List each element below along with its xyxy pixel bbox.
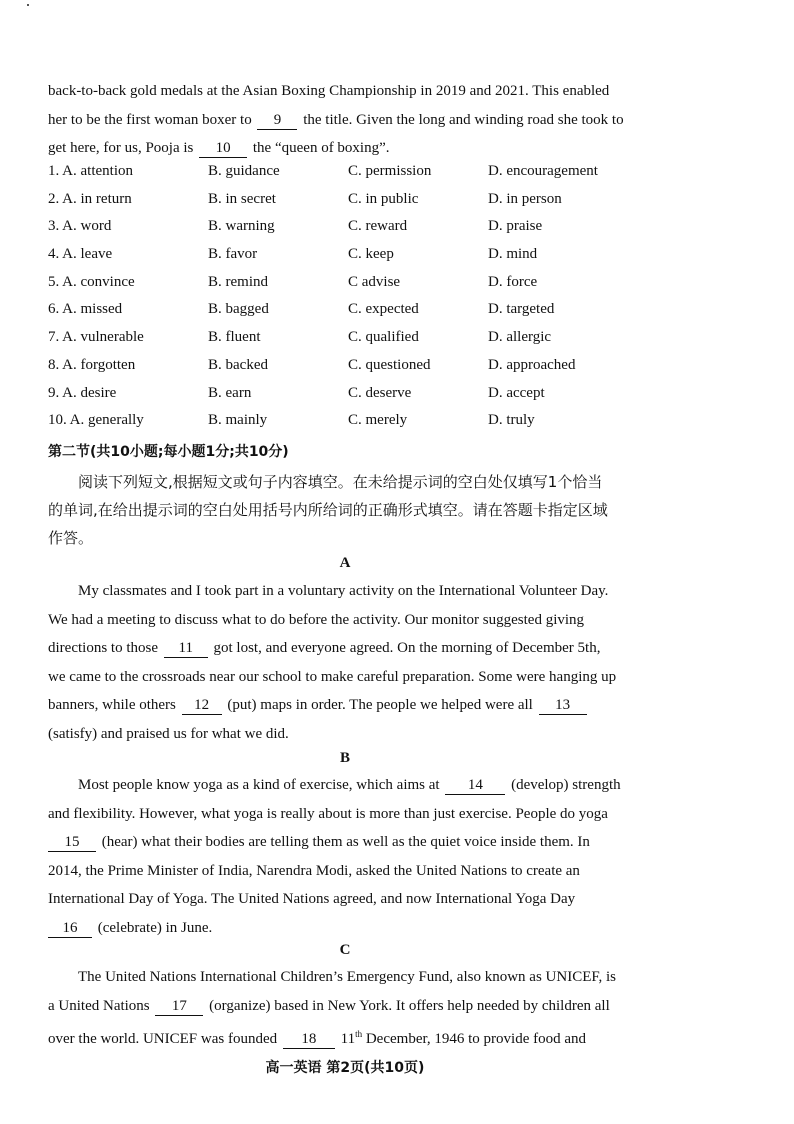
option-a: 3. A. word [48, 218, 112, 235]
option-row-7 [48, 329, 648, 357]
intro-line-1: back-to-back gold medals at the Asian Boxing Championship in 2019 and 2021. This enabled [48, 83, 610, 99]
option-row-4 [48, 246, 648, 274]
passage-b-line-4: 2014, the Prime Minister of India, Narendra Modi, asked the United Nations to create an [48, 862, 580, 879]
blank-14: 14 [445, 776, 505, 795]
option-row-3 [48, 218, 648, 246]
option-d: D. approached [488, 356, 576, 373]
intro-paragraph [48, 77, 644, 163]
blank-13: 13 [539, 696, 587, 715]
blank-16: 16 [48, 919, 92, 938]
option-c: C. reward [348, 218, 408, 235]
page-footer: 高一英语 第2页(共10页) [265, 1060, 425, 1076]
option-a: 5. A. convince [48, 273, 135, 290]
option-d: D. force [488, 273, 538, 290]
passage-b-line-6: 16 (celebrate) in June. [48, 914, 644, 943]
option-row-10 [48, 412, 648, 440]
option-a: 6. A. missed [48, 301, 123, 318]
passage-c-line-3: over the world. UNICEF was founded 18 11th December, 1946 to provide food and [48, 1029, 587, 1047]
option-d: D. accept [488, 384, 545, 401]
option-a: 2. A. in return [48, 190, 132, 207]
option-c: C. permission [348, 163, 432, 179]
option-b: B. warning [208, 218, 275, 235]
option-a: 10. A. generally [48, 412, 144, 429]
option-d: D. encouragement [488, 163, 598, 179]
option-b: B. guidance [208, 163, 280, 179]
scan-speck [27, 4, 29, 6]
blank-18: 18 [283, 1030, 335, 1049]
passage-a-line-6: (satisfy) and praised us for what we did. [48, 725, 289, 742]
option-b: B. earn [208, 384, 252, 401]
intro-line-3: get here, for us, Pooja is 10 the “queen of boxing”. [48, 140, 390, 156]
option-row-6 [48, 301, 648, 329]
instruction-line-3: 作答。 [48, 529, 94, 547]
option-row-5 [48, 274, 648, 302]
passage-b-line-2: and flexibility. However, what yoga is really about is more than just exercise. People do yoga [48, 805, 608, 822]
passage-c [48, 963, 644, 1054]
blank-11: 11 [164, 639, 208, 658]
option-row-1 [48, 163, 648, 191]
blank-10: 10 [199, 139, 247, 158]
option-c: C. questioned [348, 356, 431, 373]
passage-a-line-4: we came to the crossroads near our school to make careful preparation. Some were hanging up [48, 668, 617, 685]
option-d: D. allergic [488, 329, 552, 346]
option-d: D. mind [488, 246, 538, 263]
passage-b-title: B [339, 750, 350, 766]
blank-12: 12 [182, 696, 222, 715]
option-b: B. bagged [208, 301, 269, 318]
passage-c-title: C [339, 942, 351, 958]
option-d: D. truly [488, 412, 535, 429]
answer-options [48, 163, 648, 440]
passage-b [48, 771, 644, 942]
passage-a-line-3: directions to those 11 got lost, and everyone agreed. On the morning of December 5th, [48, 640, 601, 656]
passage-b-line-3: 15 (hear) what their bodies are telling them as well as the quiet voice inside them. In [48, 828, 644, 857]
option-b: B. fluent [208, 329, 261, 346]
option-b: B. backed [208, 356, 268, 373]
blank-17: 17 [155, 997, 203, 1016]
instruction-line-2: 的单词,在给出提示词的空白处用括号内所给词的正确形式填空。请在答题卡指定区域 [48, 501, 608, 519]
option-b: B. favor [208, 246, 258, 263]
passage-b-line-5: International Day of Yoga. The United Nations agreed, and now International Yoga Day [48, 891, 576, 907]
option-a: 4. A. leave [48, 246, 113, 263]
option-b: B. mainly [208, 412, 268, 429]
passage-a [48, 577, 644, 748]
option-c: C. in public [348, 190, 419, 207]
passage-c-line-2: a United Nations 17 (organize) based in New York. It offers help needed by children all [48, 997, 610, 1014]
option-a: 8. A. forgotten [48, 356, 136, 373]
blank-9: 9 [257, 111, 297, 130]
option-row-9 [48, 385, 648, 413]
option-d: D. targeted [488, 301, 555, 318]
section-2-instructions [48, 468, 644, 552]
option-a: 1. A. attention [48, 163, 133, 179]
passage-a-line-1: My classmates and I took part in a voluntary activity on the International Volunteer Day. [78, 583, 609, 599]
option-c: C. deserve [348, 384, 412, 401]
passage-a-title: A [339, 555, 351, 571]
option-row-8 [48, 357, 648, 385]
option-d: D. in person [488, 190, 562, 207]
option-row-2 [48, 191, 648, 219]
passage-a-line-5: banners, while others 12 (put) maps in order. The people we helped were all 13 [48, 691, 644, 720]
passage-a-line-2: We had a meeting to discuss what to do before the activity. Our monitor suggested giving [48, 611, 585, 628]
instruction-line-1: 阅读下列短文,根据短文或句子内容填空。在未给提示词的空白处仅填写1个恰当 [78, 473, 603, 491]
option-c: C advise [348, 273, 401, 290]
intro-line-2: her to be the first woman boxer to 9 the title. Given the long and winding road she took to [48, 111, 624, 128]
option-a: 7. A. vulnerable [48, 329, 144, 346]
passage-c-line-1: The United Nations International Children’s Emergency Fund, also known as UNICEF, is [78, 969, 617, 985]
section-2-heading: 第二节(共10小题;每小题1分;共10分) [48, 444, 289, 460]
option-d: D. praise [488, 218, 543, 235]
option-c: C. qualified [348, 329, 419, 346]
option-b: B. in secret [208, 190, 276, 207]
option-c: C. merely [348, 412, 408, 429]
option-c: C. expected [348, 301, 419, 318]
passage-b-line-1: Most people know yoga as a kind of exercise, which aims at 14 (develop) strength [78, 777, 621, 793]
option-b: B. remind [208, 273, 268, 290]
blank-15: 15 [48, 833, 96, 852]
option-a: 9. A. desire [48, 384, 117, 401]
option-c: C. keep [348, 246, 394, 263]
